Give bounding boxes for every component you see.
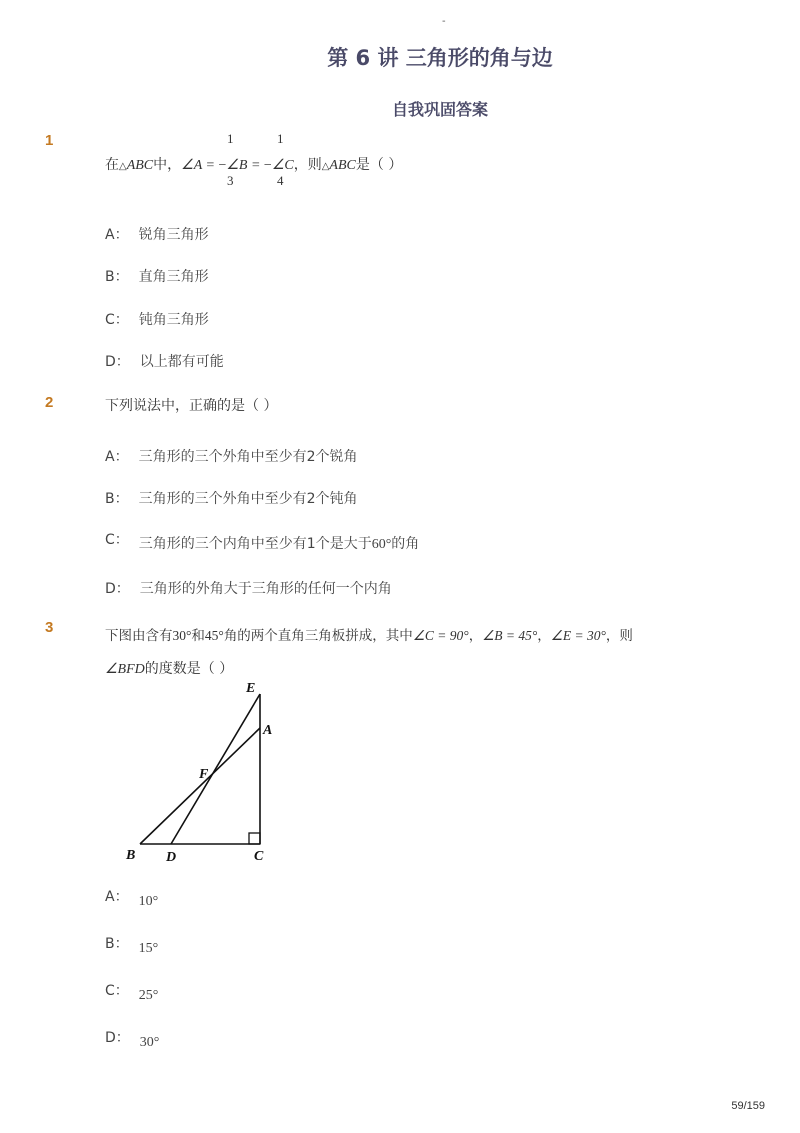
header-mark: - [442,16,446,27]
triangle-diagram [120,678,280,868]
stem-text: ， [537,628,551,644]
stem-text: 的度数是（ ） [144,661,234,677]
question-1-stem [105,154,402,174]
option-label: C： [105,312,129,328]
option-3a[interactable] [105,890,158,910]
stem-text: 中， [153,157,182,173]
question-3-stem [105,624,633,644]
option-text: 三角形的三个外角中至少有2个钝角 [138,491,358,507]
stem-math: ∠C = 90° [412,628,469,643]
option-text: 三角形的三个内角中至少有1个是大于 [138,536,372,552]
fraction-1-denominator: 3 [227,173,234,188]
option-math: 60° [371,537,392,552]
right-angle-mark [249,833,260,844]
angle-a-eq: ∠A = [181,158,219,173]
triangle-symbol: △ [119,161,127,172]
angle-b-eq: ∠B = [226,158,264,173]
option-label: A： [105,449,129,465]
point-d-label: D [166,850,177,865]
fraction-bar: − [263,158,272,173]
option-3c[interactable] [105,984,158,1004]
page-indicator: 59/159 [731,1100,765,1112]
fraction-2-denominator: 4 [277,173,284,188]
question-2-stem: 下列说法中，正确的是（ ） [105,398,278,414]
option-2a[interactable] [105,446,358,466]
question-number-1: 1 [45,132,54,149]
option-label: D： [105,581,130,597]
point-f-label: F [199,767,209,782]
question-3-stem-line2 [105,658,233,678]
angle-c: ∠C [271,158,294,173]
option-text: 以上都有可能 [139,354,224,370]
segment-ba [140,728,260,844]
fraction-2-numerator: 1 [277,131,284,146]
stem-math: 30° [172,628,192,643]
option-label: A： [105,227,129,243]
point-c-label: C [254,849,264,864]
option-label: B： [105,269,129,285]
section-subtitle: 自我巩固答案 [391,100,488,119]
option-3d[interactable] [105,1031,159,1051]
option-text: 钝角三角形 [138,312,209,328]
option-text: 直角三角形 [138,269,209,285]
question-number-3: 3 [45,619,54,636]
point-e-label: E [246,681,256,696]
question-number-2: 2 [45,394,54,411]
stem-math: ∠BFD [105,662,145,677]
option-math: 15° [138,941,159,956]
triangle-figure [120,678,280,872]
page-title: 第 6 讲 三角形的角与边 [327,46,553,70]
stem-text: 角的两个直角三角板拼成，其中 [223,628,413,644]
triangle-name: ABC [126,158,154,173]
option-1a[interactable] [105,224,209,244]
stem-text: 下图由含有 [105,628,173,644]
point-b-label: B [126,848,136,863]
option-2b[interactable] [105,488,358,508]
option-math: 10° [138,894,159,909]
option-label: A： [105,889,129,905]
option-text: 的角 [391,536,420,552]
stem-math: ∠B = 45° [482,628,538,643]
segment-de [171,694,260,844]
stem-text: ， [468,628,483,644]
stem-text: 是（ ） [355,157,403,173]
option-text: 三角形的三个外角中至少有2个锐角 [138,449,358,465]
option-text: 三角形的外角大于三角形的任何一个内角 [139,581,392,597]
option-math: 30° [139,1035,160,1050]
option-label: C： [105,983,129,999]
stem-text: ，则 [293,157,322,173]
fraction-1-numerator: 1 [227,131,234,146]
option-label: B： [105,936,129,952]
triangle-name: ABC [329,158,356,173]
option-3b[interactable] [105,937,158,957]
stem-text: 和 [191,628,205,644]
stem-text: 在 [105,157,119,173]
option-label: C： [105,532,129,548]
option-text: 锐角三角形 [138,227,209,243]
option-math: 25° [138,988,159,1003]
stem-math: ∠E = 30° [550,628,606,643]
option-label: B： [105,491,129,507]
option-2c[interactable] [105,533,419,553]
stem-text: ，则 [605,628,633,644]
option-1b[interactable] [105,266,209,286]
option-2d[interactable] [105,578,392,598]
option-1c[interactable] [105,309,209,329]
option-label: D： [105,1030,130,1046]
stem-math: 45° [204,628,224,643]
option-1d[interactable] [105,351,224,371]
option-label: D： [105,354,130,370]
fraction-bar: − [218,158,227,173]
triangle-symbol: △ [321,161,330,172]
point-a-label: A [263,723,273,738]
